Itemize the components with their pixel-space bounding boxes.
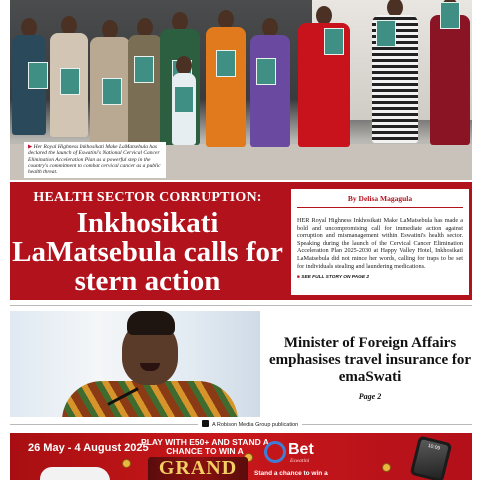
photo-caption-box — [24, 142, 166, 178]
photo-caption — [28, 144, 162, 175]
lead-story-kicker: HEALTH SECTOR CORRUPTION: — [33, 190, 262, 205]
person-figure — [172, 56, 196, 168]
publisher-tag — [198, 419, 302, 431]
person-figure — [250, 18, 290, 168]
ebet-logo — [262, 439, 336, 465]
see-full-story-link[interactable] — [297, 275, 463, 280]
advert-prize: GRAND — [148, 457, 248, 480]
caption-marker-icon: ▶ — [28, 144, 33, 150]
publisher-logo-icon — [202, 420, 209, 427]
advert-date-range: 26 May - 4 August 2025 — [28, 442, 149, 454]
square-bullet-icon: ■ — [297, 275, 300, 281]
advert-offer: PLAY WITH E50+ AND STAND A CHANCE TO WIN A — [141, 437, 269, 456]
lead-story-headline: Inkhosikati LaMatsebula calls for stern action — [12, 207, 283, 297]
minister-hair — [127, 311, 175, 335]
advert-call-to-action: Stand a chance to win a — [254, 470, 328, 477]
ebet-tagline: Eswatini — [290, 458, 310, 464]
publisher-strip — [10, 419, 472, 431]
person-figure — [298, 6, 350, 168]
see-full-story-text: SEE FULL STORY ON PAGE 2 — [301, 275, 370, 281]
minister-photo — [10, 311, 260, 417]
coin-icon — [122, 459, 131, 468]
section-divider — [10, 305, 472, 306]
person-figure — [430, 0, 470, 168]
lead-story-byline: By Delisa Magagula — [297, 191, 463, 208]
second-story-headline: Minister of Foreign Affairs emphasises travel insurance for emaSwati — [268, 335, 472, 385]
lead-story-body: HER Royal Highness Inkhosikati Make LaMatsebula has made a bold and uncompromising call for immediate action against corruption and mismanagement within Eswatini's health sector. Speaking during the launch of the Cervical Cancer Elimination Acceleration Plan 2025-2030 at Happy Valley Hotel, Inkhosikati LaMatsebula did not mince her words, calling for traps to be set for individuals stealing and laundering medications. — [297, 217, 463, 270]
minister-attire — [62, 381, 238, 417]
front-page-photo — [10, 0, 472, 180]
car-image — [40, 467, 110, 480]
second-story[interactable] — [268, 335, 472, 401]
ebet-logo-icon — [264, 441, 286, 463]
second-story-page-ref: Page 2 — [358, 392, 382, 401]
ebet-brand: Bet — [288, 441, 314, 458]
phone-screen: 10:09 — [413, 439, 448, 479]
coin-icon — [382, 463, 391, 472]
publisher-label: A Robison Media Group publication — [212, 422, 299, 428]
phone-image — [410, 435, 453, 480]
photo-caption-text: Her Royal Highness Inkhosikati Make LaMatsebula has declared the launch of Eswatini's National Cervical Cancer Elimination Acceleration Plan as a powerful step in the country's commitment to combat cervical cancer as a public health threat. — [28, 144, 161, 176]
person-figure — [206, 10, 246, 168]
advert-banner[interactable] — [10, 433, 472, 480]
person-figure — [372, 0, 418, 168]
lead-story-summary — [290, 188, 470, 296]
